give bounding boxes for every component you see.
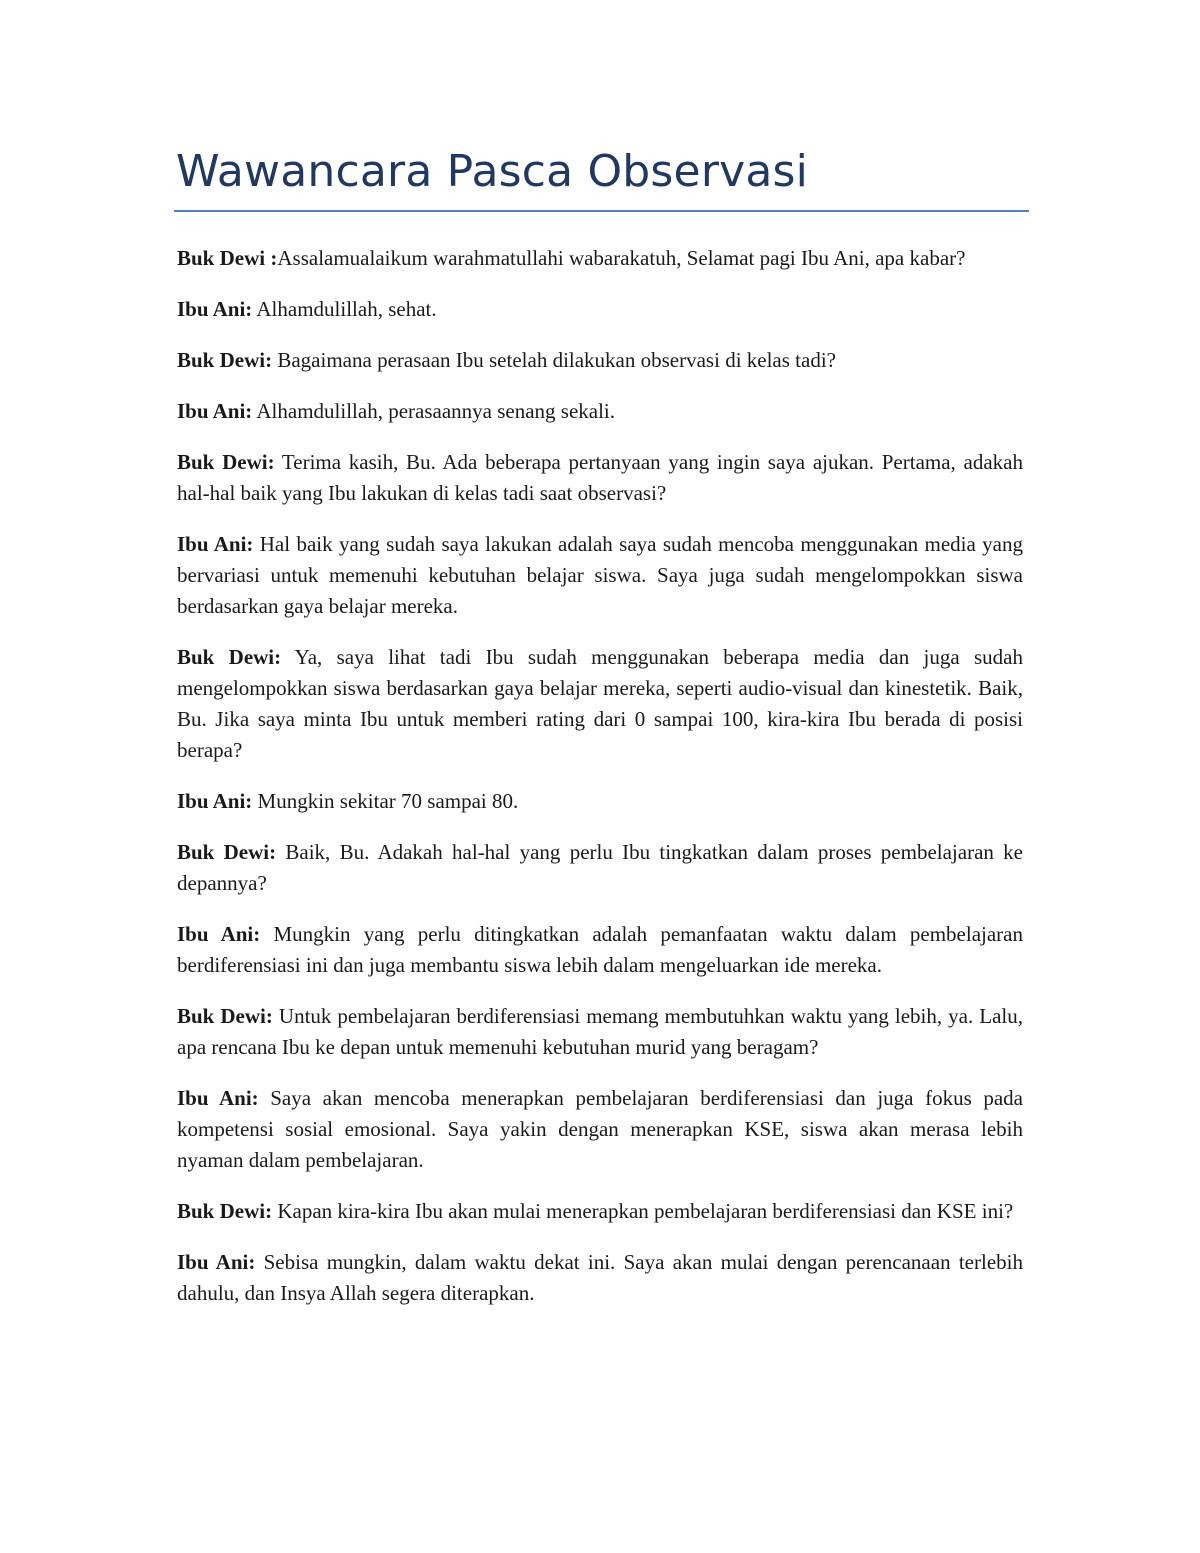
- turn-text: Assalamualaikum warahmatullahi wabarakatuh, Selamat pagi Ibu Ani, apa kabar?: [277, 246, 966, 270]
- dialogue-turn: [177, 294, 1023, 325]
- turn-text: Alhamdulillah, perasaannya senang sekali.: [252, 399, 616, 423]
- speaker-label: Buk Dewi:: [177, 450, 275, 474]
- speaker-label: Buk Dewi:: [177, 1199, 273, 1223]
- turn-text: Ya, saya lihat tadi Ibu sudah menggunakan beberapa media dan juga sudah mengelompokkan siswa berdasarkan gaya belajar mereka, seperti audio-visual dan kinestetik. Baik, Bu. Jika saya minta Ibu untuk memberi rating dari 0 sampai 100, kira-kira Ibu berada di posisi berapa?: [177, 645, 1023, 762]
- speaker-label: Ibu Ani:: [177, 1086, 259, 1110]
- dialogue-turn: [177, 837, 1023, 899]
- dialogue-turn: [177, 642, 1023, 766]
- speaker-label: Buk Dewi:: [177, 348, 273, 372]
- dialogue-turn: [177, 447, 1023, 509]
- dialogue-turn: [177, 786, 1023, 817]
- dialogue-turn: [177, 919, 1023, 981]
- document-title: Wawancara Pasca Observasi: [176, 146, 809, 197]
- speaker-label: Ibu Ani:: [177, 532, 254, 556]
- speaker-label: Ibu Ani:: [177, 297, 253, 321]
- speaker-label: Buk Dewi:: [177, 840, 277, 864]
- dialogue-turn: [177, 529, 1023, 622]
- turn-text: Saya akan mencoba menerapkan pembelajaran berdiferensiasi dan juga fokus pada kompetensi sosial emosional. Saya yakin dengan menerapkan KSE, siswa akan merasa lebih nyaman dalam pembelajaran.: [177, 1086, 1024, 1172]
- turn-text: Hal baik yang sudah saya lakukan adalah saya sudah mencoba menggunakan media yang bervariasi untuk memenuhi kebutuhan belajar siswa. Saya juga sudah mengelompokkan siswa berdasarkan gaya belajar mereka.: [177, 532, 1023, 618]
- speaker-label: Ibu Ani:: [177, 922, 261, 946]
- turn-text: Sebisa mungkin, dalam waktu dekat ini. Saya akan mulai dengan perencanaan terlebih dahulu, dan Insya Allah segera diterapkan.: [177, 1250, 1023, 1305]
- dialogue-turn: [177, 345, 1023, 376]
- speaker-label: Ibu Ani:: [177, 789, 253, 813]
- dialogue-turn: [177, 1001, 1023, 1063]
- dialogue-turn: [177, 243, 1023, 274]
- title-underline: [174, 210, 1029, 212]
- speaker-label: Ibu Ani:: [177, 399, 253, 423]
- turn-text: Mungkin yang perlu ditingkatkan adalah pemanfaatan waktu dalam pembelajaran berdiferensiasi ini dan juga membantu siswa lebih dalam mengeluarkan ide mereka.: [177, 922, 1023, 977]
- speaker-label: Buk Dewi:: [177, 1004, 273, 1028]
- dialogue-turn: [177, 1196, 1023, 1227]
- turn-text: Baik, Bu. Adakah hal-hal yang perlu Ibu tingkatkan dalam proses pembelajaran ke depannya?: [177, 840, 1023, 895]
- turn-text: Untuk pembelajaran berdiferensiasi memang membutuhkan waktu yang lebih, ya. Lalu, apa rencana Ibu ke depan untuk memenuhi kebutuhan murid yang beragam?: [177, 1004, 1023, 1059]
- speaker-label: Buk Dewi:: [177, 645, 282, 669]
- turn-text: Alhamdulillah, sehat.: [252, 297, 437, 321]
- interview-dialogue: [177, 243, 1023, 1329]
- dialogue-turn: [177, 396, 1023, 427]
- dialogue-turn: [177, 1083, 1023, 1176]
- turn-text: Kapan kira-kira Ibu akan mulai menerapkan pembelajaran berdiferensiasi dan KSE ini?: [272, 1199, 1014, 1223]
- dialogue-turn: [177, 1247, 1023, 1309]
- speaker-label: Buk Dewi :: [177, 246, 278, 270]
- turn-text: Mungkin sekitar 70 sampai 80.: [252, 789, 519, 813]
- turn-text: Terima kasih, Bu. Ada beberapa pertanyaan yang ingin saya ajukan. Pertama, adakah hal-hal baik yang Ibu lakukan di kelas tadi saat observasi?: [177, 450, 1023, 505]
- speaker-label: Ibu Ani:: [177, 1250, 256, 1274]
- turn-text: Bagaimana perasaan Ibu setelah dilakukan observasi di kelas tadi?: [272, 348, 836, 372]
